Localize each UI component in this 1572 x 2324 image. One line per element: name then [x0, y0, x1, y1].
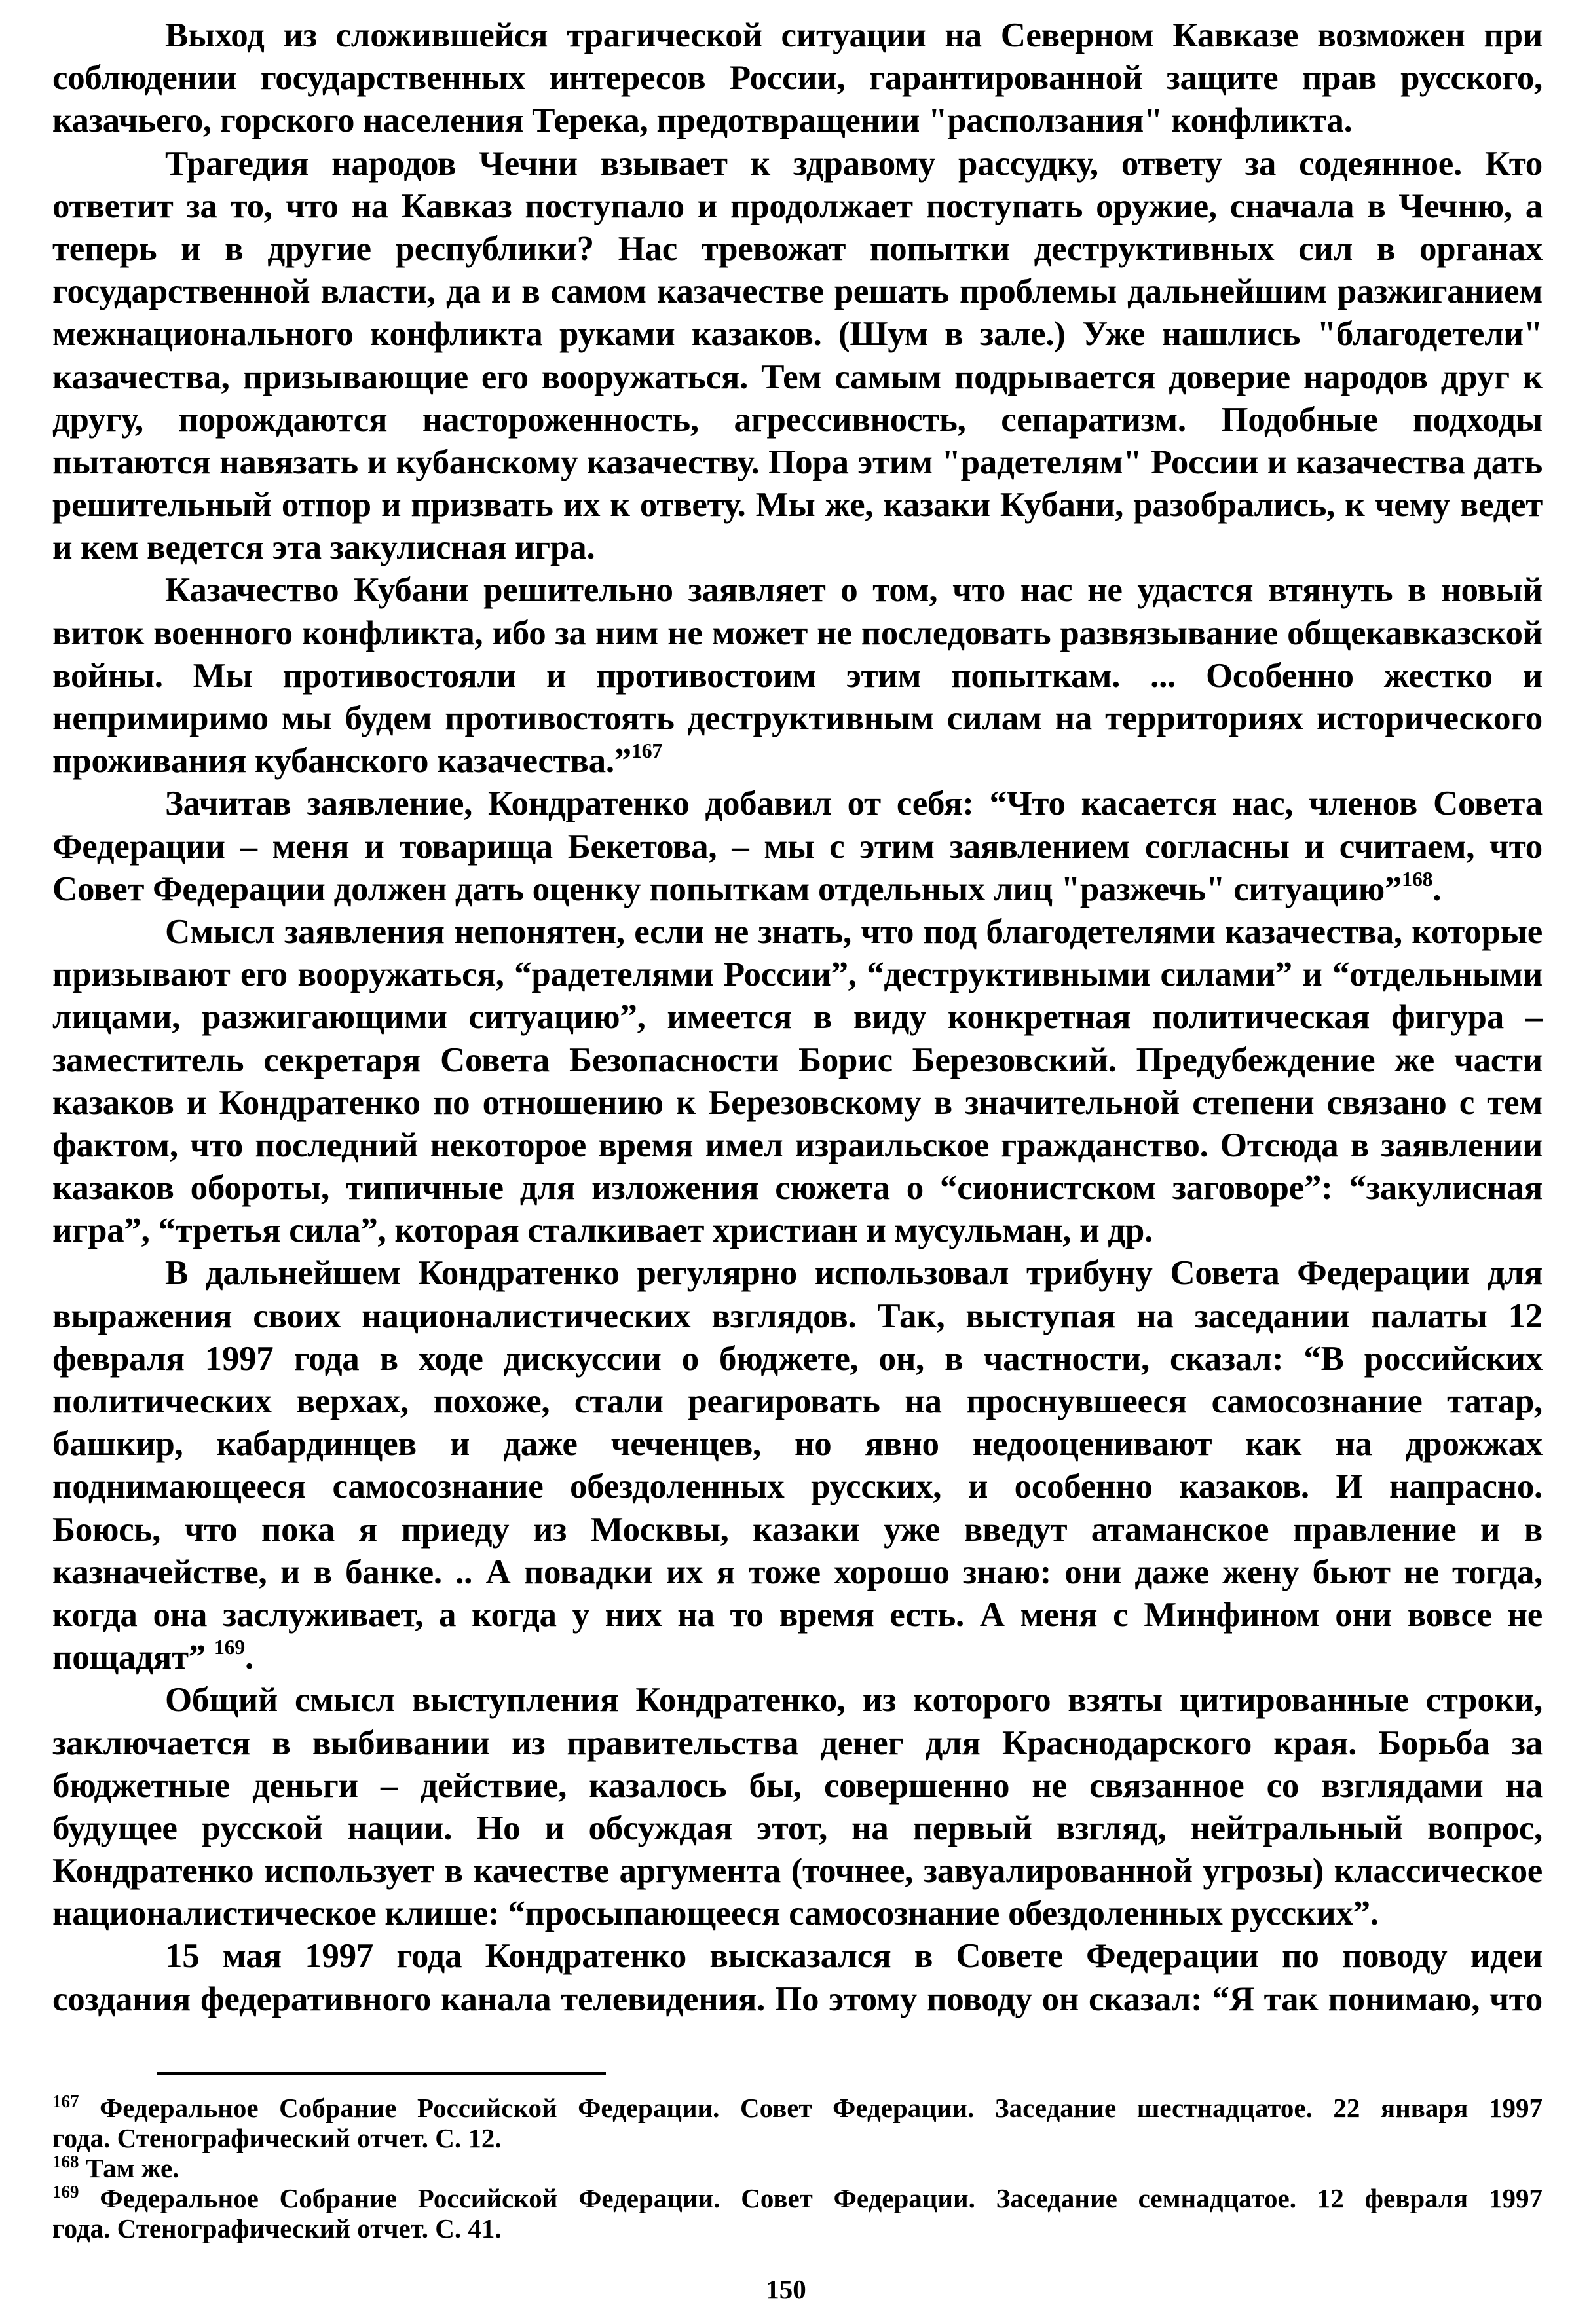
line-text: проживания кубанского казачества.”	[52, 742, 631, 781]
text-line: Боюсь, что пока я приеду из Москвы, казаки уже введут атаманское правление и в	[52, 1510, 1543, 1549]
footnote-ref: 169	[214, 1635, 245, 1659]
text-line: игра”, “третья сила”, которая сталкивает христиан и мусульман, и др.	[52, 1211, 1153, 1250]
paragraph	[52, 911, 1543, 1253]
text-line: решительный отпор и призвать их к ответу. Мы же, казаки Кубани, разобрались, к чему ведет	[52, 486, 1543, 525]
text-line: бюджетные деньги – действие, казалось бы, совершенно не связанное со взглядами на	[52, 1766, 1543, 1805]
text-line: виток военного конфликта, ибо за ним не может не последовать развязывание общекавказской	[52, 614, 1543, 652]
text-line: межнационального конфликта руками казаков. (Шум в зале.) Уже нашлись "благодетели"	[52, 315, 1543, 354]
paragraph	[52, 14, 1543, 143]
footnote-number: 168	[52, 2152, 79, 2171]
text-line: Казачество Кубани решительно заявляет о том, что нас не удастся втянуть в новый	[165, 571, 1543, 610]
footnote-text: года. Стенографический отчет. С. 12.	[52, 2123, 502, 2153]
line-tail: .	[244, 1638, 253, 1677]
text-line: казаков и Кондратенко по отношению к Березовскому в значительной степени связано с тем	[52, 1083, 1543, 1122]
text-line: создания федеративного канала телевидения. По этому поводу он сказал: “Я так понимаю, что	[52, 1980, 1543, 2018]
footnote-ref: 168	[1402, 866, 1433, 891]
text-line: заключается в выбивании из правительства денег для Краснодарского края. Борьба за	[52, 1724, 1543, 1762]
paragraph	[52, 143, 1543, 570]
text-line: призывают его вооружаться, “радетелями России”, “деструктивными силами” и “отдельными	[52, 955, 1543, 994]
page-number: 150	[766, 2274, 806, 2304]
text-line: будущее русской нации. Но и обсуждая этот, на первый взгляд, нейтральный вопрос,	[52, 1809, 1543, 1847]
text-line: февраля 1997 года в ходе дискуссии о бюджете, он, в частности, сказал: “В российских	[52, 1339, 1543, 1378]
footnote-text: Федеральное Собрание Российской Федерации. Совет Федерации. Заседание шестнадцатое. 22 января 1997	[100, 2093, 1543, 2123]
line-tail: .	[1432, 870, 1442, 908]
text-line: войны. Мы противостояли и противостоим этим попыткам. ... Особенно жестко и	[52, 656, 1543, 695]
footnote-text: Федеральное Собрание Российской Федерации. Совет Федерации. Заседание семнадцатое. 12 февраля 1997	[100, 2183, 1543, 2213]
text-line: казначействе, и в банке. .. А повадки их я тоже хорошо знаю: они даже жену бьют не тогда,	[52, 1553, 1543, 1591]
footnote-text: Там же.	[85, 2153, 179, 2183]
text-line: соблюдении государственных интересов России, гарантированной защите прав русского,	[52, 59, 1543, 98]
footnote	[52, 2093, 1543, 2153]
line-text: пощадят”	[52, 1638, 214, 1677]
footnote-line	[52, 2213, 1543, 2243]
text-line: Выход из сложившейся трагической ситуации на Северном Кавказе возможен при	[165, 16, 1543, 54]
line-text: Совет Федерации должен дать оценку попыткам отдельных лиц "разжечь" ситуацию”	[52, 870, 1402, 908]
text-line: пытаются навязать и кубанскому казачеству. Пора этим "радетелям" России и казачества дать	[52, 443, 1543, 481]
text-line: националистическое клише: “просыпающееся самосознание обездоленных русских”.	[52, 1894, 1379, 1933]
text-line: фактом, что последний некоторое время имел израильское гражданство. Отсюда в заявлении	[52, 1126, 1543, 1164]
text-line: Федерации – меня и товарища Бекетова, – мы с этим заявлением согласны и считаем, что	[52, 827, 1543, 866]
paragraph	[52, 1252, 1543, 1679]
text-line: заместитель секретаря Совета Безопасности Борис Березовский. Предубеждение же части	[52, 1041, 1543, 1079]
paragraph	[52, 783, 1543, 911]
footnote-line	[52, 2153, 1543, 2183]
footnote-text: года. Стенографический отчет. С. 41.	[52, 2213, 502, 2243]
text-line	[52, 1636, 1543, 1679]
text-line: когда она заслуживает, а когда у них на то время есть. А меня с Минфином они вовсе не	[52, 1595, 1543, 1634]
footnote-number: 167	[52, 2092, 79, 2111]
paragraph	[52, 569, 1543, 783]
text-line: 15 мая 1997 года Кондратенко высказался в Совете Федерации по поводу идеи	[165, 1937, 1543, 1976]
text-line: Смысл заявления непонятен, если не знать, что под благодетелями казачества, которые	[165, 912, 1543, 951]
text-line	[52, 740, 1543, 783]
footnote-number: 169	[52, 2182, 79, 2202]
text-line: башкир, кабардинцев и даже чеченцев, но явно недооценивают как на дрожжах	[52, 1425, 1543, 1464]
text-line: казачьего, горского населения Терека, предотвращении "расползания" конфликта.	[52, 101, 1353, 140]
text-line: Зачитав заявление, Кондратенко добавил от себя: “Что касается нас, членов Совета	[165, 784, 1543, 823]
paragraph	[52, 1679, 1543, 1935]
text-line: Общий смысл выступления Кондратенко, из которого взяты цитированные строки,	[165, 1681, 1543, 1720]
footnotes	[52, 2093, 1543, 2243]
paragraph	[52, 1935, 1543, 2020]
text-line: политических верхах, похоже, стали реагировать на проснувшееся самосознание татар,	[52, 1382, 1543, 1420]
text-line: и кем ведется эта закулисная игра.	[52, 528, 595, 567]
text-line: государственной власти, да и в самом казачестве решать проблемы дальнейшим разжиганием	[52, 272, 1543, 311]
text-line: выражения своих националистических взглядов. Так, выступая на заседании палаты 12	[52, 1297, 1543, 1335]
footnote-line	[52, 2093, 1543, 2123]
text-line: В дальнейшем Кондратенко регулярно использовал трибуну Совета Федерации для	[165, 1254, 1543, 1293]
text-line: Кондратенко использует в качестве аргумента (точнее, завуалированной угрозы) классическое	[52, 1852, 1543, 1891]
text-line: непримиримо мы будем противостоять деструктивным силам на территориях исторического	[52, 699, 1543, 737]
footnote	[52, 2153, 1543, 2183]
text-line: теперь и в другие республики? Нас тревожат попытки деструктивных сил в органах	[52, 229, 1543, 268]
footnote-line	[52, 2183, 1543, 2213]
text-line: другу, порождаются настороженность, агрессивность, сепаратизм. Подобные подходы	[52, 400, 1543, 439]
footnote-line	[52, 2123, 1543, 2153]
text-line: лицами, разжигающими ситуацию”, имеется в виду конкретная политическая фигура –	[52, 998, 1543, 1037]
text-line: казачества, призывающие его вооружаться. Тем самым подрывается доверие народов друг к	[52, 358, 1543, 396]
footnote	[52, 2183, 1543, 2243]
text-line: ответит за то, что на Кавказ поступало и продолжает поступать оружие, сначала в Чечню, а	[52, 187, 1543, 225]
body-text	[52, 14, 1543, 2021]
text-line	[52, 868, 1543, 911]
text-line: поднимающееся самосознание обездоленных русских, и особенно казаков. И напрасно.	[52, 1467, 1543, 1506]
text-line: казаков обороты, типичные для изложения сюжета о “сионистском заговоре”: “закулисная	[52, 1169, 1543, 1208]
text-line: Трагедия народов Чечни взывает к здравому рассудку, ответу за содеянное. Кто	[165, 144, 1543, 183]
footnote-ref: 167	[631, 739, 663, 763]
footnote-separator	[157, 2072, 606, 2075]
